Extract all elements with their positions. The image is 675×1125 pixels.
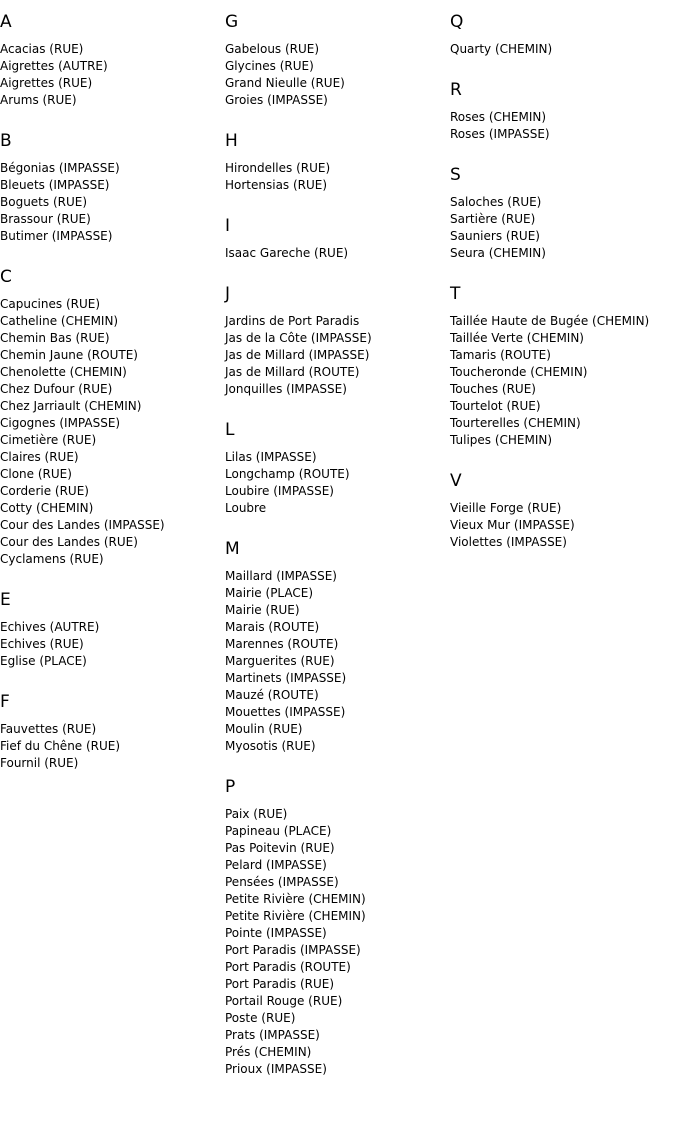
letter-group (225, 11, 450, 109)
letter-heading: A (0, 12, 12, 32)
street-entry: Saloches (RUE) (450, 195, 542, 209)
letter-group (0, 266, 225, 568)
street-entry: Chez Jarriault (CHEMIN) (0, 399, 142, 413)
letter-heading: P (225, 777, 236, 797)
street-entry: Claires (RUE) (0, 450, 79, 464)
street-entry: Mairie (PLACE) (225, 586, 314, 600)
street-entry: Aigrettes (AUTRE) (0, 59, 108, 73)
street-entry: Roses (IMPASSE) (450, 127, 550, 141)
letter-group (225, 283, 450, 398)
letter-heading: R (450, 80, 462, 100)
letter-group (0, 130, 225, 245)
street-list (450, 194, 675, 262)
street-entry: Loubre (225, 501, 267, 515)
letter-group (225, 538, 450, 755)
street-entry: Arums (RUE) (0, 93, 77, 107)
letter-heading: F (0, 692, 10, 712)
street-list (0, 296, 225, 568)
street-entry: Seura (CHEMIN) (450, 246, 546, 260)
street-entry: Jas de la Côte (IMPASSE) (225, 331, 372, 345)
street-entry: Taillée Verte (CHEMIN) (450, 331, 584, 345)
letter-group (450, 470, 675, 551)
street-entry: Isaac Gareche (RUE) (225, 246, 349, 260)
street-entry: Vieux Mur (IMPASSE) (450, 518, 575, 532)
letter-heading: L (225, 420, 235, 440)
letter-group (0, 589, 225, 670)
street-list (0, 41, 225, 109)
street-entry: Cour des Landes (RUE) (0, 535, 138, 549)
street-entry: Prioux (IMPASSE) (225, 1062, 327, 1076)
street-entry: Cimetière (RUE) (0, 433, 97, 447)
street-entry: Jas de Millard (IMPASSE) (225, 348, 370, 362)
letter-group (225, 215, 450, 262)
street-entry: Butimer (IMPASSE) (0, 229, 113, 243)
street-entry: Echives (RUE) (0, 637, 84, 651)
street-list (225, 313, 450, 398)
street-entry: Fournil (RUE) (0, 756, 79, 770)
street-entry: Mauzé (ROUTE) (225, 688, 319, 702)
letter-heading: E (0, 590, 11, 610)
street-list (225, 41, 450, 109)
street-entry: Cigognes (IMPASSE) (0, 416, 121, 430)
street-entry: Chez Dufour (RUE) (0, 382, 113, 396)
street-entry: Gabelous (RUE) (225, 42, 320, 56)
street-entry: Papineau (PLACE) (225, 824, 332, 838)
index-column-1 (0, 11, 225, 793)
street-entry: Chenolette (CHEMIN) (0, 365, 127, 379)
street-entry: Glycines (RUE) (225, 59, 314, 73)
street-entry: Mouettes (IMPASSE) (225, 705, 346, 719)
street-entry: Violettes (IMPASSE) (450, 535, 567, 549)
street-list (225, 568, 450, 755)
street-entry: Jardins de Port Paradis (225, 314, 360, 328)
street-entry: Sartière (RUE) (450, 212, 536, 226)
letter-heading: B (0, 131, 12, 151)
street-entry: Chemin Jaune (ROUTE) (0, 348, 138, 362)
street-entry: Marennes (ROUTE) (225, 637, 339, 651)
street-entry: Cotty (CHEMIN) (0, 501, 94, 515)
street-entry: Sauniers (RUE) (450, 229, 540, 243)
street-entry: Groies (IMPASSE) (225, 93, 328, 107)
letter-heading: I (225, 216, 231, 236)
street-entry: Jas de Millard (ROUTE) (225, 365, 360, 379)
street-entry: Jonquilles (IMPASSE) (225, 382, 347, 396)
street-entry: Acacias (RUE) (0, 42, 84, 56)
street-entry: Fief du Chêne (RUE) (0, 739, 121, 753)
street-entry: Brassour (RUE) (0, 212, 91, 226)
street-entry: Martinets (IMPASSE) (225, 671, 347, 685)
street-entry: Paix (RUE) (225, 807, 288, 821)
street-entry: Eglise (PLACE) (0, 654, 87, 668)
street-entry: Tulipes (CHEMIN) (450, 433, 553, 447)
street-entry: Marais (ROUTE) (225, 620, 320, 634)
street-entry: Tourterelles (CHEMIN) (450, 416, 581, 430)
street-entry: Marguerites (RUE) (225, 654, 335, 668)
letter-group (0, 691, 225, 772)
street-entry: Fauvettes (RUE) (0, 722, 97, 736)
street-entry: Poste (RUE) (225, 1011, 296, 1025)
street-entry: Taillée Haute de Bugée (CHEMIN) (450, 314, 650, 328)
letter-group (450, 164, 675, 262)
letter-group (450, 283, 675, 449)
street-list (0, 160, 225, 245)
street-entry: Myosotis (RUE) (225, 739, 316, 753)
letter-group (225, 130, 450, 194)
street-entry: Boguets (RUE) (0, 195, 88, 209)
letter-group (450, 11, 675, 58)
street-entry: Toucheronde (CHEMIN) (450, 365, 588, 379)
street-entry: Echives (AUTRE) (0, 620, 100, 634)
street-entry: Hortensias (RUE) (225, 178, 328, 192)
street-list (450, 313, 675, 449)
street-entry: Lilas (IMPASSE) (225, 450, 317, 464)
street-entry: Vieille Forge (RUE) (450, 501, 562, 515)
street-entry: Bégonias (IMPASSE) (0, 161, 120, 175)
street-list (225, 245, 450, 262)
street-entry: Cour des Landes (IMPASSE) (0, 518, 165, 532)
street-entry: Cyclamens (RUE) (0, 552, 104, 566)
index-column-2 (225, 11, 450, 1099)
street-entry: Longchamp (ROUTE) (225, 467, 350, 481)
street-entry: Tourtelot (RUE) (450, 399, 541, 413)
letter-group (225, 776, 450, 1078)
street-entry: Touches (RUE) (450, 382, 536, 396)
letter-heading: C (0, 267, 12, 287)
letter-group (0, 11, 225, 109)
street-entry: Port Paradis (IMPASSE) (225, 943, 361, 957)
letter-group (225, 419, 450, 517)
street-entry: Pas Poitevin (RUE) (225, 841, 335, 855)
street-entry: Pelard (IMPASSE) (225, 858, 327, 872)
letter-group (450, 79, 675, 143)
street-entry: Pointe (IMPASSE) (225, 926, 327, 940)
street-entry: Grand Nieulle (RUE) (225, 76, 345, 90)
street-entry: Hirondelles (RUE) (225, 161, 331, 175)
letter-heading: H (225, 131, 238, 151)
street-entry: Petite Rivière (CHEMIN) (225, 909, 366, 923)
letter-heading: Q (450, 12, 464, 32)
street-list (450, 41, 675, 58)
street-entry: Petite Rivière (CHEMIN) (225, 892, 366, 906)
street-entry: Mairie (RUE) (225, 603, 300, 617)
street-list (0, 619, 225, 670)
letter-heading: G (225, 12, 239, 32)
street-list (225, 806, 450, 1078)
street-entry: Chemin Bas (RUE) (0, 331, 110, 345)
street-list (0, 721, 225, 772)
street-entry: Roses (CHEMIN) (450, 110, 547, 124)
street-entry: Portail Rouge (RUE) (225, 994, 343, 1008)
letter-heading: T (450, 284, 461, 304)
street-entry: Loubire (IMPASSE) (225, 484, 334, 498)
street-entry: Capucines (RUE) (0, 297, 101, 311)
street-entry: Prés (CHEMIN) (225, 1045, 312, 1059)
street-list (450, 500, 675, 551)
street-entry: Port Paradis (RUE) (225, 977, 335, 991)
index-column-3 (450, 11, 675, 572)
street-entry: Port Paradis (ROUTE) (225, 960, 351, 974)
street-entry: Maillard (IMPASSE) (225, 569, 337, 583)
street-list (225, 160, 450, 194)
street-entry: Catheline (CHEMIN) (0, 314, 119, 328)
street-entry: Aigrettes (RUE) (0, 76, 93, 90)
street-list (225, 449, 450, 517)
street-entry: Pensées (IMPASSE) (225, 875, 339, 889)
street-entry: Corderie (RUE) (0, 484, 89, 498)
street-entry: Clone (RUE) (0, 467, 72, 481)
letter-heading: V (450, 471, 462, 491)
street-entry: Moulin (RUE) (225, 722, 303, 736)
letter-heading: S (450, 165, 461, 185)
street-entry: Bleuets (IMPASSE) (0, 178, 110, 192)
street-list (450, 109, 675, 143)
street-entry: Tamaris (ROUTE) (450, 348, 551, 362)
letter-heading: M (225, 539, 240, 559)
letter-heading: J (225, 284, 231, 304)
street-entry: Prats (IMPASSE) (225, 1028, 320, 1042)
street-entry: Quarty (CHEMIN) (450, 42, 553, 56)
